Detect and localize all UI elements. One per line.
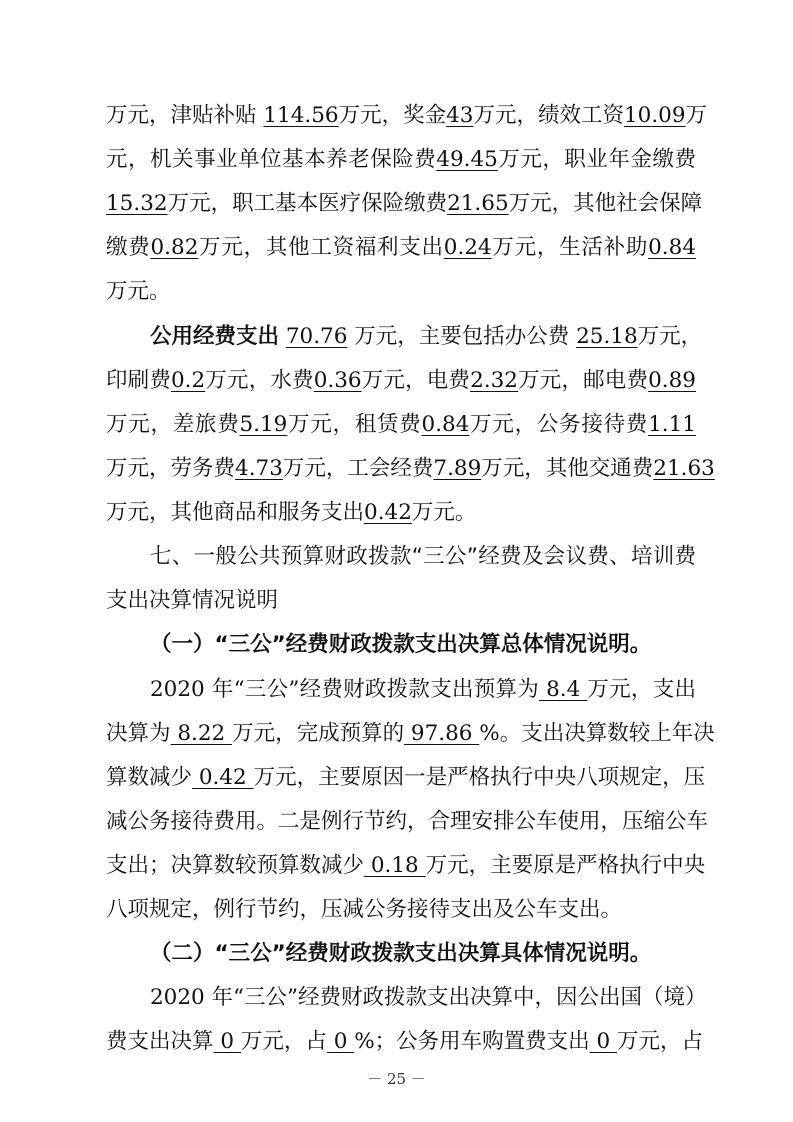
amount: 70.76 [285, 324, 348, 349]
text-line-6: 公用经费支出 70.76 万元，主要包括办公费 25.18万元， [150, 324, 703, 349]
amount: 97.86 [404, 721, 480, 746]
amount: 2.32 [470, 368, 518, 393]
page-number: － 25 － [367, 1070, 426, 1088]
amount: 114.56 [263, 103, 339, 128]
amount: 0.42 [192, 765, 254, 790]
amount: 8.4 [539, 677, 588, 702]
text-line-15: 决算为 8.22 万元，完成预算的 97.86 %。支出决算数较上年决 [106, 721, 715, 746]
text-line-4: 缴费0.82万元，其他工资福利支出0.24万元，生活补助0.84 [106, 235, 696, 260]
text-line-21: 2020 年“三公”经费财政拨款支出决算中，因公出国（境） [150, 985, 707, 1010]
amount: 8.22 [170, 721, 233, 746]
amount: 0.18 [364, 853, 426, 878]
subsection-heading-2: （二）“三公”经费财政拨款支出决算具体情况说明。 [150, 941, 652, 966]
amount: 1.11 [648, 412, 696, 437]
amount: 0 [213, 1029, 241, 1054]
amount: 21.63 [653, 456, 715, 481]
amount: 0.36 [313, 368, 362, 393]
amount: 0.84 [421, 412, 470, 437]
amount: 7.89 [433, 456, 482, 481]
amount: 0.42 [364, 500, 412, 525]
amount: 0.24 [443, 235, 492, 260]
text-line-14: 2020 年“三公”经费财政拨款支出预算为 8.4 万元，支出 [150, 677, 696, 702]
text-line-16: 算数减少 0.42 万元，主要原因一是严格执行中央八项规定，压 [106, 765, 706, 790]
amount: 0.89 [648, 368, 696, 393]
text-line-10: 万元，其他商品和服务支出0.42万元。 [106, 500, 477, 525]
subsection-heading-1: （一）“三公”经费财政拨款支出决算总体情况说明。 [150, 632, 652, 657]
amount: 49.45 [436, 147, 498, 172]
text-line-22: 费支出决算 0 万元，占 0 %；公务用车购置费支出 0 万元，占 [106, 1029, 704, 1054]
section-heading-7-cont: 支出决算情况说明 [106, 588, 279, 613]
amount: 10.09 [623, 103, 686, 128]
text-line-1: 万元，津贴补贴 114.56万元，奖金43万元，绩效工资10.09万 [106, 103, 708, 128]
amount: 0.84 [648, 235, 696, 260]
amount: 15.32 [106, 191, 168, 216]
text-line-7: 印刷费0.2万元，水费0.36万元，电费2.32万元，邮电费0.89 [106, 368, 696, 393]
amount: 0 [326, 1029, 355, 1054]
amount: 0.82 [150, 235, 199, 260]
text-line-19: 八项规定，例行节约，压减公务接待支出及公车支出。 [106, 897, 623, 922]
amount: 0.2 [171, 368, 206, 393]
amount: 25.18 [576, 324, 638, 349]
text-line-9: 万元，劳务费4.73万元，工会经费7.89万元，其他交通费21.63 [106, 456, 715, 481]
amount: 21.65 [447, 191, 509, 216]
section-heading-7: 七、一般公共预算财政拨款“三公”经费及会议费、培训费 [150, 544, 696, 569]
text-line-8: 万元，差旅费5.19万元，租赁费0.84万元，公务接待费1.11 [106, 412, 696, 437]
amount: 5.19 [239, 412, 288, 437]
amount: 43 [446, 103, 474, 128]
text-line-5: 万元。 [106, 279, 171, 304]
section-lead: 公用经费支出 [150, 324, 280, 349]
amount: 0 [589, 1029, 618, 1054]
text-line-2: 元，机关事业单位基本养老保险费49.45万元，职业年金缴费 [106, 147, 696, 172]
amount: 4.73 [235, 456, 283, 481]
text-line-17: 减公务接待费用。二是例行节约，合理安排公车使用，压缩公车 [106, 809, 709, 834]
text-line-18: 支出；决算数较预算数减少 0.18 万元，主要原是严格执行中央 [106, 853, 706, 878]
text-line-3: 15.32万元，职工基本医疗保险缴费21.65万元，其他社会保障 [106, 191, 703, 216]
